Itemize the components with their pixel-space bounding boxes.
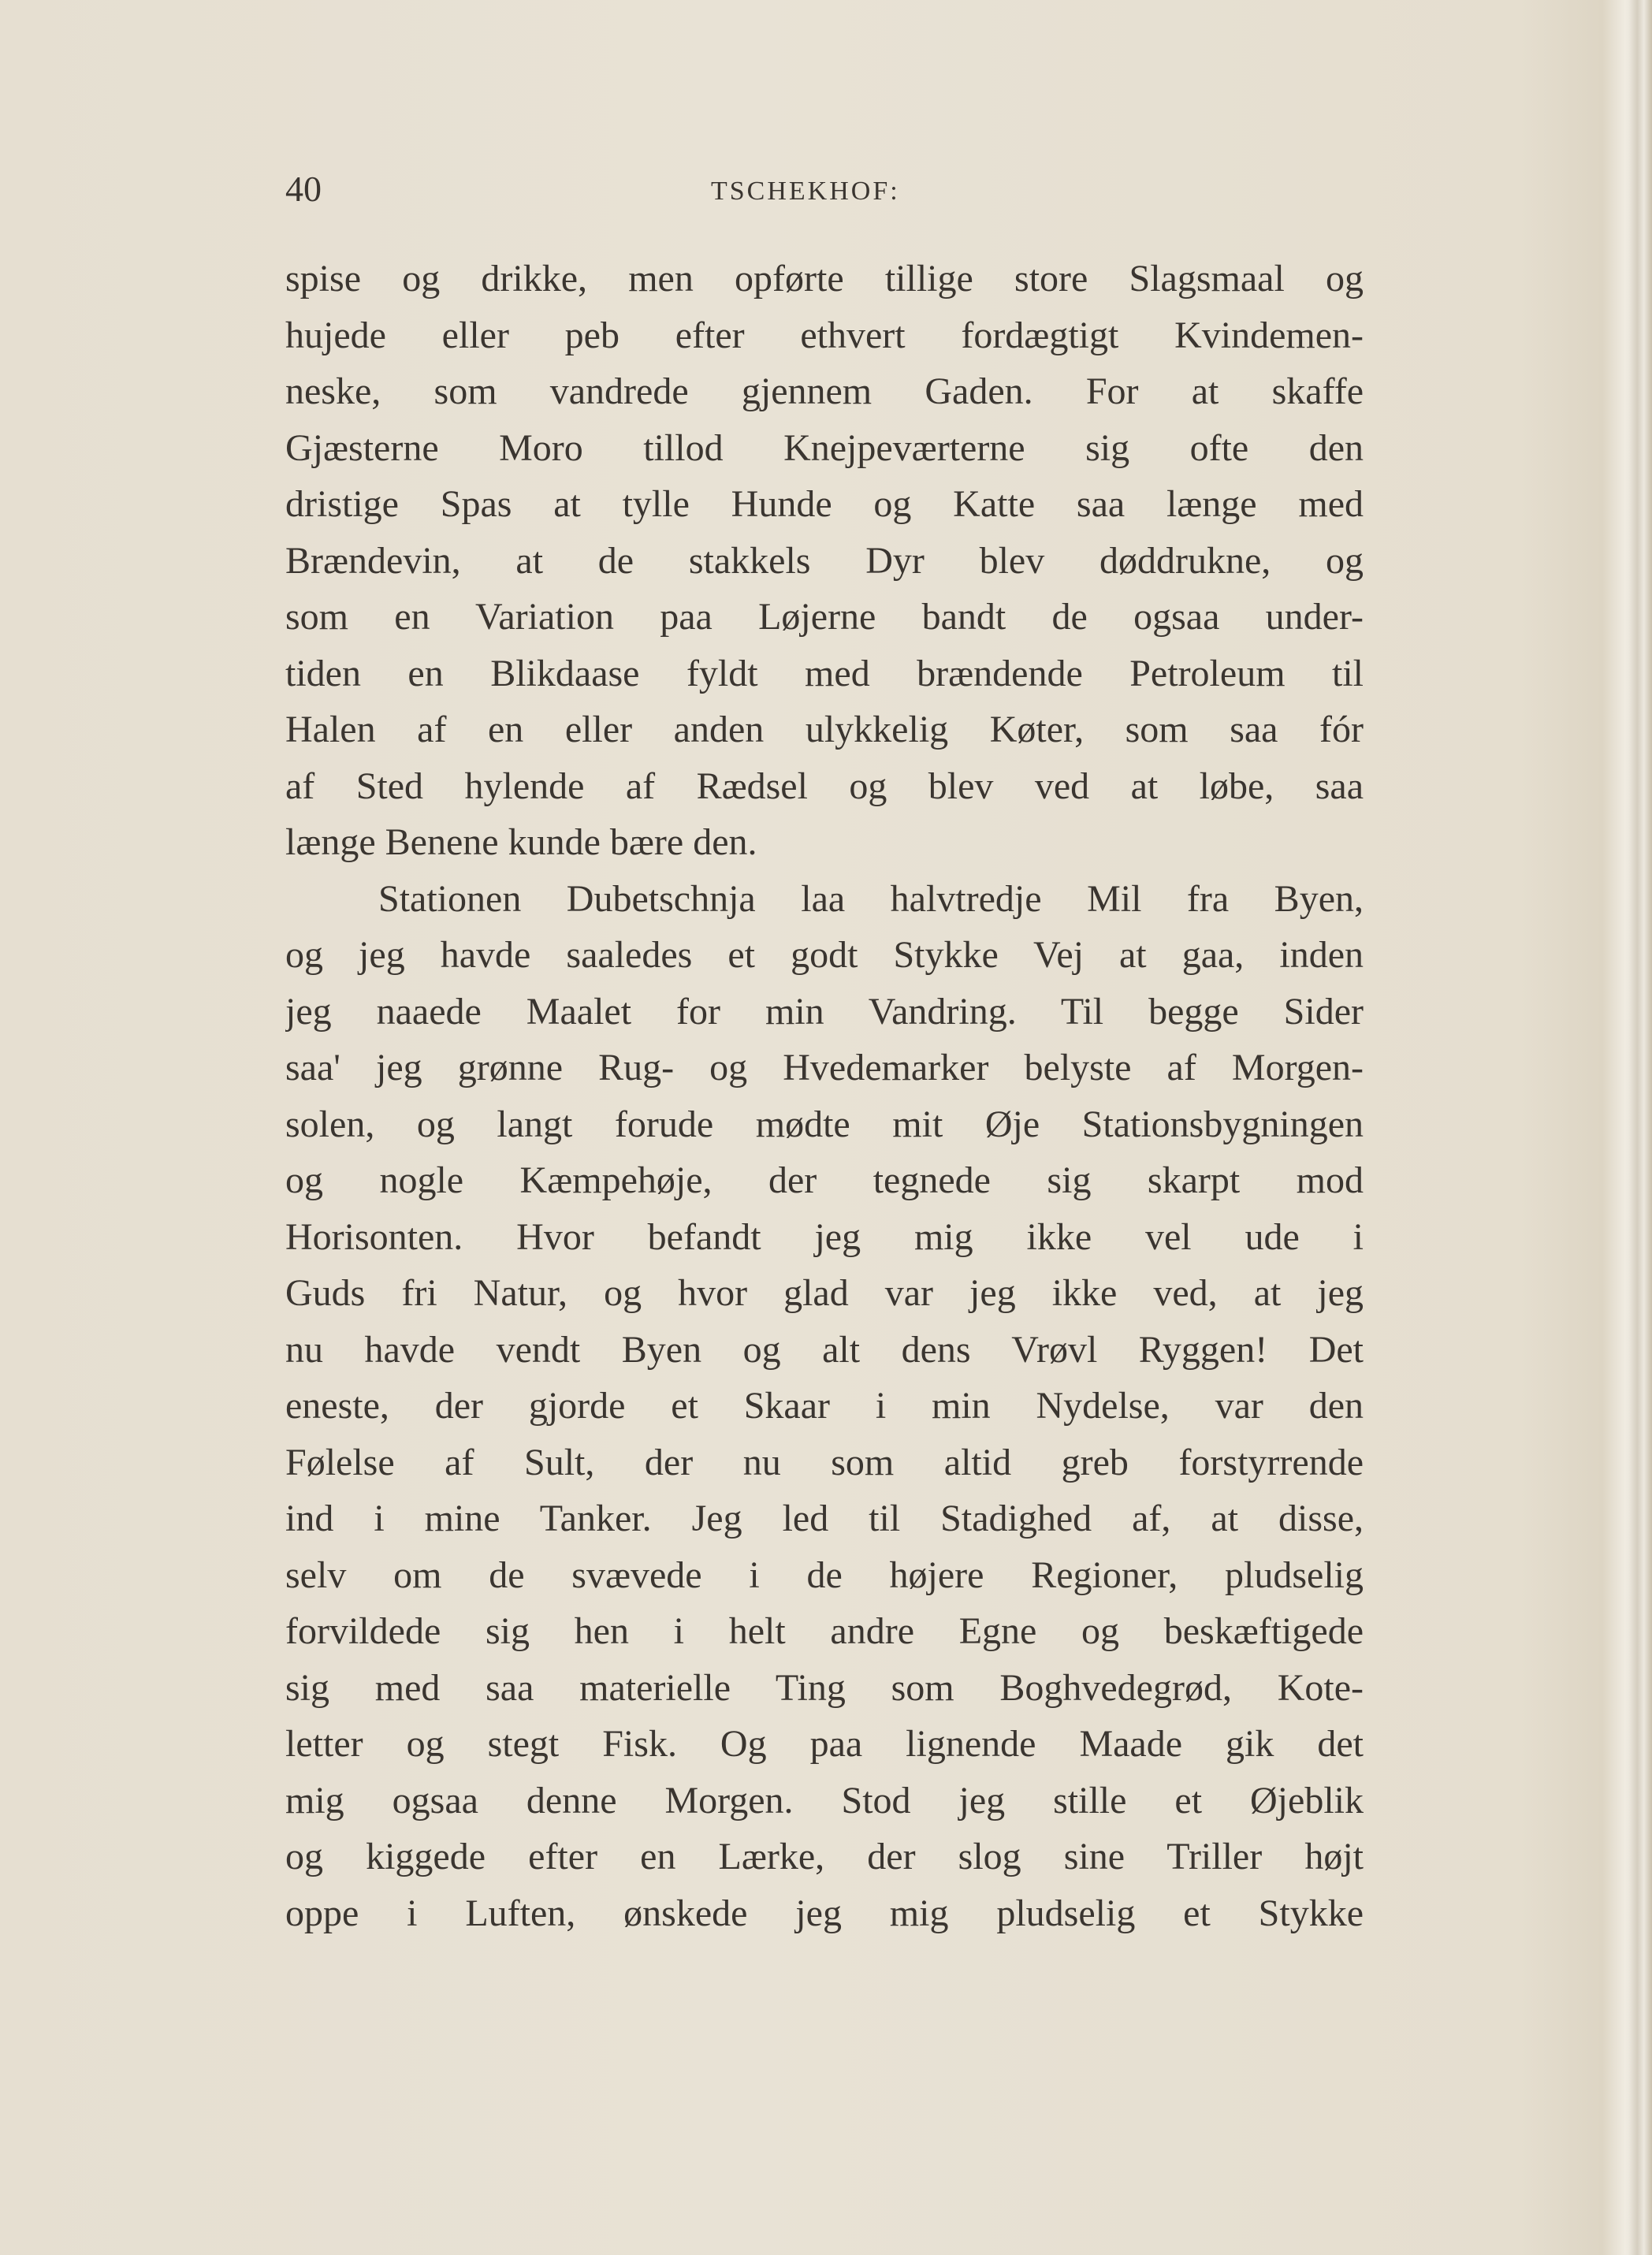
page-number: 40 — [285, 169, 322, 209]
text-line: Gjæsterne Moro tillod Knejpeværterne sig ofte den — [285, 426, 1364, 469]
text-line: solen, og langt forude mødte mit Øje Stationsbygningen — [285, 1103, 1364, 1145]
text-line: dristige Spas at tylle Hunde og Katte saa længe med — [285, 483, 1364, 525]
text-line: Følelse af Sult, der nu som altid greb forstyrrende — [285, 1441, 1364, 1483]
text-line: Halen af en eller anden ulykkelig Køter, som saa fór — [285, 709, 1364, 750]
body-text — [285, 251, 1364, 1941]
text-line: og nogle Kæmpehøje, der tegnede sig skarpt mod — [285, 1159, 1364, 1201]
text-line: og jeg havde saaledes et godt Stykke Vej at gaa, inden — [285, 934, 1364, 976]
text-line: tiden en Blikdaase fyldt med brændende Petroleum til — [285, 652, 1364, 694]
text-line: mig ogsaa denne Morgen. Stod jeg stille et Øjeblik — [285, 1779, 1364, 1821]
text-line: Guds fri Natur, og hvor glad var jeg ikke ved, at jeg — [285, 1272, 1364, 1314]
text-line: hujede eller peb efter ethvert fordægtigt Kvindemen- — [285, 314, 1364, 356]
text-line: Brændevin, at de stakkels Dyr blev døddrukne, og — [285, 539, 1364, 582]
text-line: saa' jeg grønne Rug- og Hvedemarker belyste af Morgen- — [285, 1047, 1364, 1088]
page-edge — [1625, 0, 1652, 2255]
text-line: nu havde vendt Byen og alt dens Vrøvl Ryggen! Det — [285, 1328, 1364, 1371]
text-line: letter og stegt Fisk. Og paa lignende Maade gik det — [285, 1723, 1364, 1765]
paragraph — [285, 871, 1364, 1942]
running-head: TSCHEKHOF: — [711, 177, 900, 206]
text-line: længe Benene kunde bære den. — [285, 821, 757, 863]
paragraph — [285, 251, 1364, 871]
page-header — [285, 166, 1364, 213]
text-line: ind i mine Tanker. Jeg led til Stadighed af, at disse, — [285, 1498, 1364, 1539]
text-line: oppe i Luften, ønskede jeg mig pludselig et Stykke — [285, 1892, 1364, 1934]
text-line: forvildede sig hen i helt andre Egne og beskæftigede — [285, 1610, 1364, 1652]
text-line: selv om de svævede i de højere Regioner, pludselig — [285, 1554, 1364, 1596]
text-line: eneste, der gjorde et Skaar i min Nydelse, var den — [285, 1385, 1364, 1427]
text-line: som en Variation paa Løjerne bandt de ogsaa under- — [285, 596, 1364, 638]
text-line: Stationen Dubetschnja laa halvtredje Mil fra Byen, — [378, 877, 1364, 920]
text-line: af Sted hylende af Rædsel og blev ved at løbe, saa — [285, 765, 1364, 807]
text-line: sig med saa materielle Ting som Boghvedegrød, Kote- — [285, 1666, 1364, 1709]
text-line: spise og drikke, men opførte tillige store Slagsmaal og — [285, 258, 1364, 300]
text-line: og kiggede efter en Lærke, der slog sine Triller højt — [285, 1836, 1364, 1877]
text-line: Horisonten. Hvor befandt jeg mig ikke vel ude i — [285, 1215, 1364, 1258]
text-line: neske, som vandrede gjennem Gaden. For at skaffe — [285, 370, 1364, 412]
text-line: jeg naaede Maalet for min Vandring. Til begge Sider — [285, 990, 1364, 1033]
